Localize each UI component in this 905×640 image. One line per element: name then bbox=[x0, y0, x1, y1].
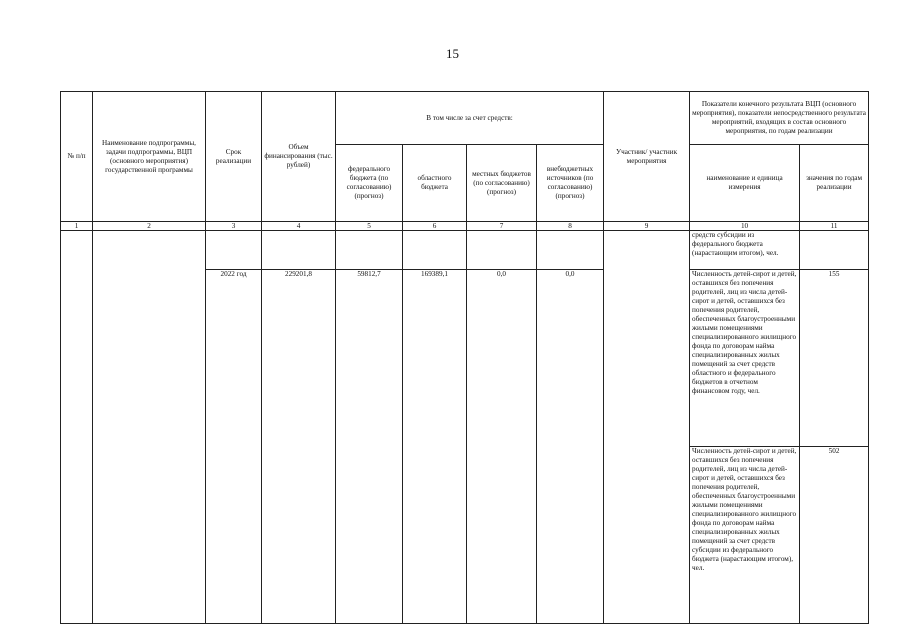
cell-federal bbox=[336, 231, 403, 270]
cell-indicator: Численность детей-сирот и детей, оставшихся без попечения родителей, лиц из числа детей-сирот и детей, оставшихся без попечения родителей, обеспеченных благоустроенными жилыми помещениями специализированного жилищного фонда по договорам найма специализированных жилых помещений за счет средств субсидии из федерального бюджета (нарастающим итогом), чел. bbox=[690, 447, 800, 624]
cell-value: 155 bbox=[800, 270, 869, 447]
column-numbers-row bbox=[61, 222, 869, 231]
cell-extra: 0,0 bbox=[537, 270, 604, 624]
header-including: В том числе за счет средств: bbox=[336, 92, 604, 145]
program-table bbox=[60, 91, 869, 624]
header-indicator-values: значения по годам реализации bbox=[800, 145, 869, 222]
col-num: 8 bbox=[537, 222, 604, 231]
cell-num bbox=[61, 231, 93, 624]
cell-extra bbox=[537, 231, 604, 270]
header-local: местных бюджетов (по согласованию) (прогноз) bbox=[467, 145, 537, 222]
col-num: 10 bbox=[690, 222, 800, 231]
cell-volume: 229201,8 bbox=[262, 270, 336, 624]
col-num: 11 bbox=[800, 222, 869, 231]
header-regional: областного бюджета bbox=[403, 145, 467, 222]
header-federal: федерального бюджета (по согласованию) (прогноз) bbox=[336, 145, 403, 222]
cell-value bbox=[800, 231, 869, 270]
col-num: 4 bbox=[262, 222, 336, 231]
col-num: 6 bbox=[403, 222, 467, 231]
header-extra: внебюджетных источников (по согласованию) (прогноз) bbox=[537, 145, 604, 222]
col-num: 3 bbox=[206, 222, 262, 231]
cell-term: 2022 год bbox=[206, 270, 262, 624]
col-num: 7 bbox=[467, 222, 537, 231]
cell-name bbox=[93, 231, 206, 624]
cell-term bbox=[206, 231, 262, 270]
col-num: 5 bbox=[336, 222, 403, 231]
header-indicator-name: наименование и единица измерения bbox=[690, 145, 800, 222]
cell-regional bbox=[403, 231, 467, 270]
header-participant: Участник/ участник мероприятия bbox=[604, 92, 690, 222]
cell-indicator: Численность детей-сирот и детей, оставшихся без попечения родителей, лиц из числа детей-сирот и детей, оставшихся без попечения родителей, обеспеченных благоустроенными жилыми помещениями специализированного жилищного фонда по договорам найма специализированных жилых помещений за счет средств областного и федерального бюджетов в отчетном финансовом году, чел. bbox=[690, 270, 800, 447]
col-num: 1 bbox=[61, 222, 93, 231]
header-num: № п/п bbox=[61, 92, 93, 222]
cell-regional: 169389,1 bbox=[403, 270, 467, 624]
cell-indicator: средств субсидии из федерального бюджета (нарастающим итогом), чел. bbox=[690, 231, 800, 270]
table-row bbox=[61, 231, 869, 270]
cell-local: 0,0 bbox=[467, 270, 537, 624]
page-number: 15 bbox=[446, 46, 459, 61]
cell-federal: 59812,7 bbox=[336, 270, 403, 624]
cell-volume bbox=[262, 231, 336, 270]
cell-value: 502 bbox=[800, 447, 869, 624]
cell-participant bbox=[604, 231, 690, 624]
cell-local bbox=[467, 231, 537, 270]
header-name: Наименование подпрограммы, задачи подпрограммы, ВЦП (основного мероприятия) государственной программы bbox=[93, 92, 206, 222]
col-num: 9 bbox=[604, 222, 690, 231]
header-volume: Объем финансирования (тыс. рублей) bbox=[262, 92, 336, 222]
col-num: 2 bbox=[93, 222, 206, 231]
header-indicators: Показатели конечного результата ВЦП (основного мероприятия), показатели непосредственного результата мероприятий, входящих в состав основного мероприятия, по годам реализации bbox=[690, 92, 869, 145]
header-term: Срок реализации bbox=[206, 92, 262, 222]
